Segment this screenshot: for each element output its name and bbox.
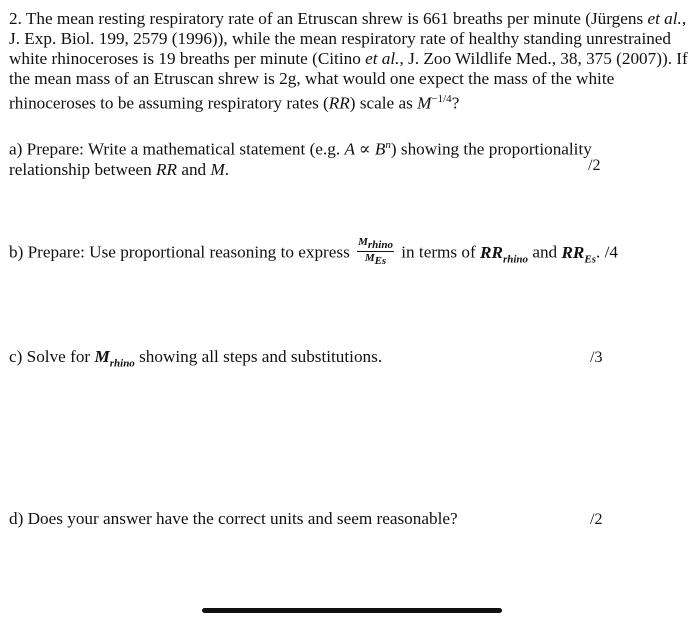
fraction-numerator: $M_{rhino}$ — [358, 236, 393, 252]
part-a-text-2: ) showing the proportionality relationship between — [9, 139, 592, 179]
intro-text-2: , J. Exp. Biol. 199, 2579 (1996)), while the mean respiratory rate of healthy standing unrestrained white rhinoceroses is 19 breaths per minute (Citino — [9, 9, 687, 68]
part-a-m: M — [210, 159, 225, 179]
part-c-marks: /3 — [590, 349, 603, 366]
part-a-text-4: . — [224, 159, 230, 179]
part-a-exponent: n — [385, 139, 391, 151]
part-a-text-3: and — [177, 159, 211, 179]
intro-et-al-1: et al. — [647, 9, 682, 28]
part-a-rr: RR — [156, 159, 178, 179]
intro-text-4: ) scale as — [349, 93, 418, 113]
intro-m: M — [417, 93, 432, 113]
part-d-marks: /2 — [590, 511, 603, 528]
part-a — [9, 135, 649, 180]
part-c — [9, 347, 382, 373]
part-b-text-2: in terms of — [396, 242, 481, 262]
intro-text-1: 2. The mean resting respiratory rate of an Etruscan shrew is 661 breaths per minute (Jürgens — [9, 9, 648, 28]
part-b-text-4: . — [596, 242, 601, 262]
part-a-text-1: a) Prepare: Write a mathematical statement (e.g. — [9, 139, 345, 159]
part-c-text-2: showing all steps and substitutions. — [134, 347, 383, 366]
part-b-text-1: b) Prepare: Use proportional reasoning to express — [9, 242, 355, 262]
part-c-text-1: c) Solve for — [9, 347, 95, 366]
part-b-marks: /4 — [604, 242, 618, 262]
intro-text-5: ? — [451, 93, 460, 113]
part-b-rr-es: $RR_{Es}$ — [561, 242, 597, 266]
home-indicator-bar[interactable] — [202, 608, 502, 613]
part-b-text-3: and — [528, 242, 562, 262]
intro-et-al-2: et al. — [365, 49, 400, 68]
fraction-denominator: $M_{Es}$ — [364, 252, 387, 268]
question-intro — [9, 9, 689, 114]
part-b-fraction — [357, 236, 394, 267]
part-c-m-rhino: $M_{rhino}$ — [94, 347, 135, 370]
part-a-marks: /2 — [588, 157, 601, 174]
part-a-math: A ∝ B — [344, 139, 386, 159]
part-b — [9, 238, 618, 269]
intro-text-3: , J. Zoo Wildlife Med., 38, 375 (2007)). If the mean mass of an Etruscan shrew is 2g, what would one expect the mass of the white rhinoceroses to be assuming respiratory rates ( — [9, 49, 688, 113]
part-b-rr-rhino: $RR_{rhino}$ — [480, 242, 529, 266]
intro-exponent: −1/4 — [431, 93, 452, 105]
part-d: d) Does your answer have the correct units and seem reasonable? — [9, 509, 458, 528]
intro-rr: RR — [328, 93, 350, 113]
